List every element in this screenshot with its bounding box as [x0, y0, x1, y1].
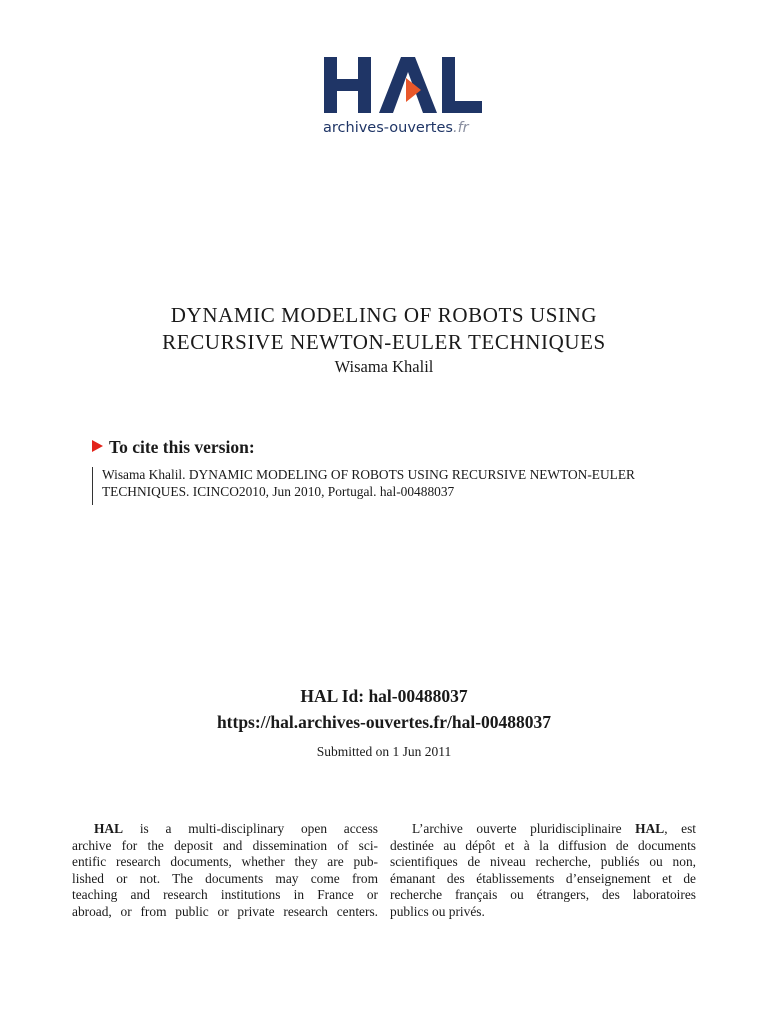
submitted-date: Submitted on 1 Jun 2011 [316, 744, 452, 759]
hal-logo-mark [322, 52, 487, 122]
abstract-en-line-4: lished or not. The documents may come from [72, 870, 378, 886]
abstract-en-line-3: entific research documents, whether they are pub- [72, 854, 378, 869]
document-title-line-1: DYNAMIC MODELING OF ROBOTS USING [170, 303, 598, 327]
logo-subtitle-text: archives-ouvertes [323, 120, 453, 136]
abstract-en-line [72, 821, 378, 838]
abstract-fr-line-3: scientifiques de niveau recherche, publiés ou non, [390, 854, 696, 869]
abstract-fr-line [390, 821, 696, 838]
abstract-fr-line-5: recherche français ou étrangers, des laboratoires [390, 887, 696, 902]
citation-line-1: Wisama Khalil. DYNAMIC MODELING OF ROBOTS USING RECURSIVE NEWTON-EULER [102, 467, 635, 482]
cite-heading [92, 437, 255, 458]
document-title-line-2: RECURSIVE NEWTON-EULER TECHNIQUES [162, 330, 606, 354]
abstract-en-line-1-rest: is a multi-disciplinary open access [123, 821, 378, 836]
triangle-right-icon [92, 440, 103, 452]
citation-line-2: TECHNIQUES. ICINCO2010, Jun 2010, Portugal. hal-00488037 [102, 483, 455, 499]
cite-heading-text: To cite this version: [109, 437, 255, 457]
abstract-en-line-5: teaching and research institutions in France or [72, 887, 378, 902]
abstract-fr-hal-bold: HAL [635, 821, 665, 836]
abstract-english [72, 821, 378, 920]
logo-tld: .fr [452, 120, 469, 136]
hal-logo-subtitle [323, 120, 469, 136]
citation-box [92, 467, 727, 505]
abstract-en-line-6: abroad, or from public or private research centers. [72, 903, 378, 919]
document-author: Wisama Khalil [334, 357, 434, 376]
hal-id: HAL Id: hal-00488037 [300, 686, 468, 706]
hal-url-link[interactable]: https://hal.archives-ouvertes.fr/hal-00488037 [216, 712, 552, 732]
abstract-french [390, 821, 696, 920]
abstract-fr-line-2: destinée au dépôt et à la diffusion de documents [390, 837, 696, 853]
abstract-fr-line-6: publics ou privés. [390, 903, 485, 919]
abstract-fr-line-1-post: , est [664, 821, 696, 836]
abstract-fr-line-1-pre: L’archive ouverte pluridisciplinaire [412, 821, 636, 836]
abstract-fr-line-4: émanant des établissements d’enseignement et de [390, 870, 696, 886]
hal-logo [322, 52, 487, 144]
abstract-en-line-2: archive for the deposit and dissemination of sci- [72, 837, 378, 853]
abstract-en-hal-bold: HAL [94, 821, 124, 836]
